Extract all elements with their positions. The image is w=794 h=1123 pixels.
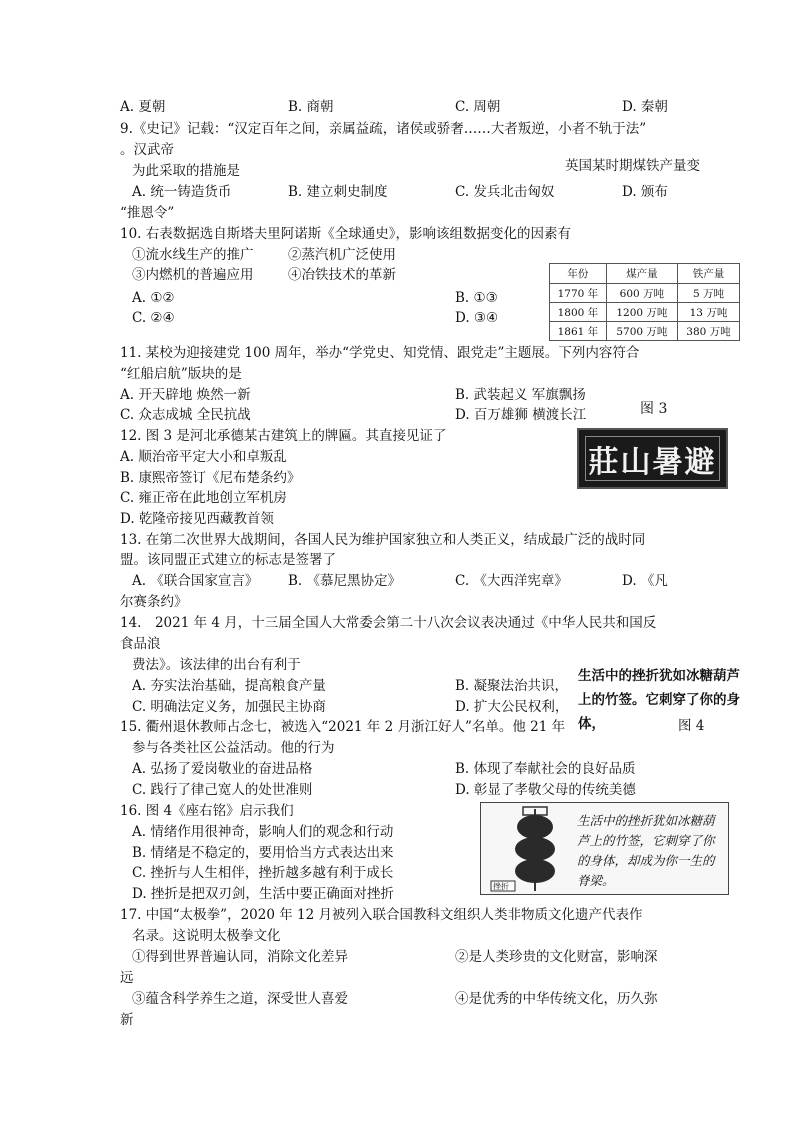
text-line: 10. 右表数据选自斯塔夫里阿诺斯《全球通史》，影响该组数据变化的因素有 [120,226,572,242]
figure-3-label: 图 3 [640,401,668,417]
table-cell: 5700 万吨 [606,322,677,341]
text-line: A. 《联合国家宣言》 [132,573,259,589]
text-line: B. 商朝 [288,99,334,115]
text-line: 11. 某校为迎接建党 100 周年，举办“学党史、知党情、跟党走”主题展。下列内容符合 [120,345,640,361]
text-line: D. 扩大公民权利， [455,699,569,715]
text-line: B. 《慕尼黑协定》 [288,573,402,589]
table-cell: 1800 年 [550,303,607,322]
text-line: B. ①③ [455,290,498,306]
text-line: D. 颁布 [622,184,668,200]
plaque-text: 莊山暑避 [588,444,717,480]
text-line: “红船启航”版块的是 [120,366,242,382]
text-line: A. ①② [132,290,175,306]
text-line: B. 凝聚法治共识， [455,678,569,694]
table-cell: 1861 年 [550,322,607,341]
overlay-quote-text: 生活中的挫折犹如冰糖葫芦上的竹签。它刺穿了你的身体， [578,668,740,732]
text-line: ④是优秀的中华传统文化，历久弥 [455,991,658,1007]
text-line: A. 夯实法治基础，提高粮食产量 [132,678,326,694]
text-line: 新 [120,1012,134,1028]
figure-4-partial-label: 图 4 [678,714,704,738]
text-line: B. 康熙帝签订《尼布楚条约》 [120,470,301,486]
text-line: C. 发兵北击匈奴 [455,184,555,200]
table-cell: 13 万吨 [677,303,739,322]
text-line: “推恩令” [120,205,175,221]
table-header-cell: 年份 [550,264,607,284]
text-line: 名录。这说明太极拳文化 [132,928,281,944]
text-line: A. 开天辟地 焕然一新 [120,387,251,403]
text-line: A. 情绪作用很神奇，影响人们的观念和行动 [132,824,394,840]
text-line: 英国某时期煤铁产量变 [565,158,700,174]
text-line: C. 周朝 [455,99,501,115]
text-line: ②是人类珍贵的文化财富，影响深 [455,949,658,965]
text-line: A. 弘扬了爱岗敬业的奋进品格 [132,761,313,777]
overlay-quote [578,664,748,736]
text-line: B. 建立刺史制度 [288,184,388,200]
text-line: A. 顺治帝平定大小和卓叛乱 [120,449,287,465]
text-line: ②蒸汽机广泛使用 [288,247,396,263]
text-line: ①流水线生产的推广 [132,247,254,263]
text-line: 费法》。该法律的出台有利于 [132,657,301,673]
text-line: A. 夏朝 [120,99,166,115]
text-line: 17. 中国“太极拳”，2020 年 12 月被列入联合国教科文组织人类非物质文化遗产代表作 [120,907,643,923]
text-line: 14. 2021 年 4 月，十三届全国人大常委会第二十八次会议表决通过《中华人民共和国反 [120,615,657,631]
table-row [550,284,740,303]
text-line: 尔赛条约》 [120,594,188,610]
table-cell: 600 万吨 [606,284,677,303]
text-line: 为此采取的措施是 [132,163,240,179]
figure-4-motto [480,802,729,895]
text-line: D. 乾隆帝接见西藏教首领 [120,511,274,527]
table-row [550,303,740,322]
table-cell: 5 万吨 [677,284,739,303]
text-line: 食品浪 [120,636,161,652]
stick-label: 挫折 [493,882,509,891]
text-line: 13. 在第二次世界大战期间，各国人民为维护国家独立和人类正义，结成最广泛的战时同 [120,532,646,548]
text-line: B. 情绪是不稳定的，要用恰当方式表达出来 [132,845,394,861]
text-line: C. 雍正帝在此地创立军机房 [120,490,287,506]
text-line: 16. 图 4《座右铭》启示我们 [120,803,294,819]
text-line: 远 [120,970,134,986]
coal-iron-table [549,263,740,341]
text-line: 12. 图 3 是河北承德某古建筑上的牌匾。其直接见证了 [120,428,447,444]
table-cell: 1770 年 [550,284,607,303]
text-line: B. 武装起义 军旗飘扬 [455,387,586,403]
text-line: C. 《大西洋宪章》 [455,573,568,589]
table-cell: 1200 万吨 [606,303,677,322]
text-line: D. 彰显了孝敬父母的传统美德 [455,782,636,798]
figure-4-quote: 生活中的挫折犹如冰糖葫芦上的竹签，它刺穿了你的身体，却成为你一生的脊梁。 [577,813,715,888]
text-line: ①得到世界普遍认同，消除文化差异 [132,949,348,965]
text-line: B. 体现了奉献社会的良好品质 [455,761,636,777]
text-line: C. 明确法定义务，加强民主协商 [132,699,326,715]
text-line: 参与各类社区公益活动。他的行为 [132,740,335,756]
plaque-frame [585,436,720,481]
table-cell: 380 万吨 [677,322,739,341]
text-line: D. ③④ [455,310,499,326]
table-row [550,322,740,341]
plaque-image [577,428,728,489]
text-line: 9.《史记》记载：“汉定百年之间，亲属益疏，诸侯或骄奢……大者叛逆，小者不轨于法” [120,121,647,137]
text-line: D. 秦朝 [622,99,668,115]
text-line: ④冶铁技术的革新 [288,267,396,283]
table-header-cell: 煤产量 [606,264,677,284]
text-line: A. 统一铸造货币 [132,184,232,200]
table-header-row [550,264,740,284]
text-line: C. 挫折与人生相伴，挫折越多越有利于成长 [132,865,394,881]
text-line: 15. 衢州退休教师占念七，被选入“2021 年 2 月浙江好人”名单。他 21 年 [120,719,566,735]
text-line: D. 挫折是把双刃剑，生活中要正确面对挫折 [132,886,394,902]
text-line: C. ②④ [132,310,175,326]
text-line: C. 践行了律己宽人的处世准则 [132,782,313,798]
text-line: ③蕴含科学养生之道，深受世人喜爱 [132,991,348,1007]
text-line: ③内燃机的普遍应用 [132,267,254,283]
text-line: D. 《凡 [622,573,668,589]
text-line: 盟。该同盟正式建立的标志是签署了 [120,552,336,568]
text-line: 。汉武帝 [120,142,174,158]
text-line: D. 百万雄狮 横渡长江 [455,407,587,423]
text-line: C. 众志成城 全民抗战 [120,407,251,423]
table-header-cell: 铁产量 [677,264,739,284]
